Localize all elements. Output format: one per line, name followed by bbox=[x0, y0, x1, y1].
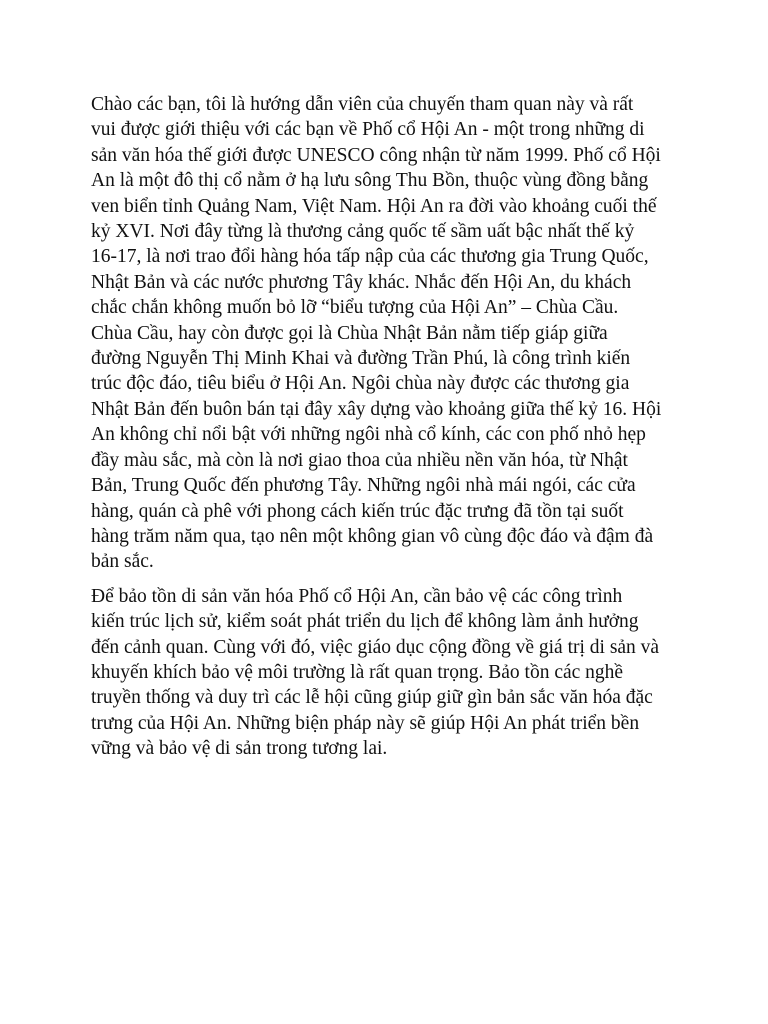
paragraph-conservation: Để bảo tồn di sản văn hóa Phố cổ Hội An, cần bảo vệ các công trình kiến trúc lịch sử, kiểm soát phát triển du lịch để không làm ảnh hưởng đến cảnh quan. Cùng với đó, việc giáo dục cộng đồng về giá trị di sản và khuyến khích bảo vệ môi trường là rất quan trọng. Bảo tồn các nghề truyền thống và duy trì các lễ hội cũng giúp giữ gìn bản sắc văn hóa đặc trưng của Hội An. Những biện pháp này sẽ giúp Hội An phát triển bền vững và bảo vệ di sản trong tương lai. bbox=[91, 585, 660, 760]
paragraph-intro: Chào các bạn, tôi là hướng dẫn viên của chuyến tham quan này và rất vui được giới thiệu với các bạn về Phố cổ Hội An - một trong những di sản văn hóa thế giới được UNESCO công nhận từ năm 1999. Phố cổ Hội An là một đô thị cổ nằm ở hạ lưu sông Thu Bồn, thuộc vùng đồng bằng ven biển tỉnh Quảng Nam, Việt Nam. Hội An ra đời vào khoảng cuối thế kỷ XVI. Nơi đây từng là thương cảng quốc tế sầm uất bậc nhất thế kỷ 16-17, là nơi trao đổi hàng hóa tấp nập của các thương gia Trung Quốc, Nhật Bản và các nước phương Tây khác. Nhắc đến Hội An, du khách chắc chắn không muốn bỏ lỡ “biểu tượng của Hội An” – Chùa Cầu. Chùa Cầu, hay còn được gọi là Chùa Nhật Bản nằm tiếp giáp giữa đường Nguyễn Thị Minh Khai và đường Trần Phú, là công trình kiến trúc độc đáo, tiêu biểu ở Hội An. Ngôi chùa này được các thương gia Nhật Bản đến buôn bán tại đây xây dựng vào khoảng giữa thế kỷ 16. Hội An không chỉ nổi bật với những ngôi nhà cổ kính, các con phố nhỏ hẹp đầy màu sắc, mà còn là nơi giao thoa của nhiều nền văn hóa, từ Nhật Bản, Trung Quốc đến phương Tây. Những ngôi nhà mái ngói, các cửa hàng, quán cà phê với phong cách kiến trúc đặc trưng đã tồn tại suốt hàng trăm năm qua, tạo nên một không gian vô cùng độc đáo và đậm đà bản sắc. bbox=[91, 94, 662, 573]
document-body bbox=[91, 92, 693, 762]
